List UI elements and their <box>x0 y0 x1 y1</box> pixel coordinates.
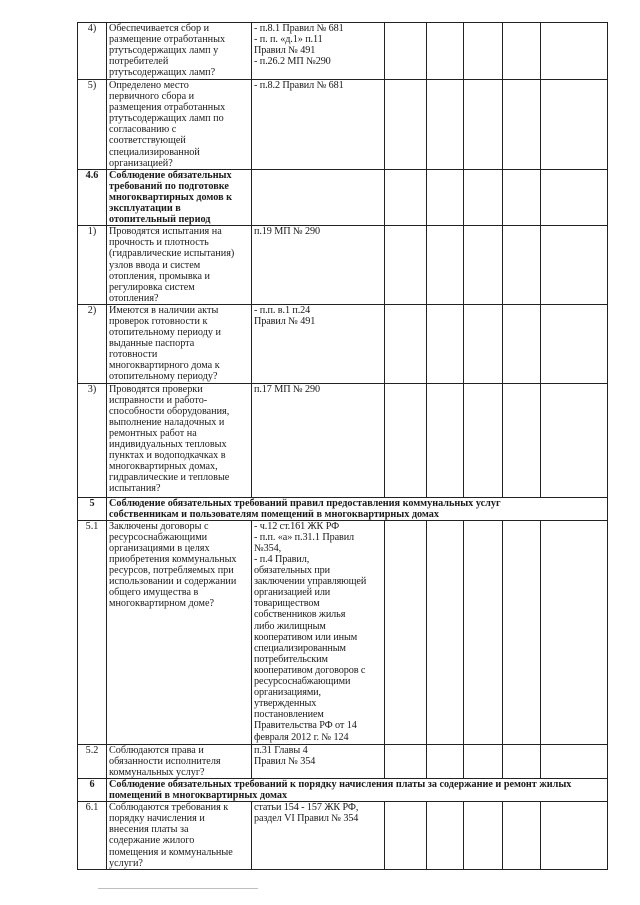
item-number: 3) <box>78 383 107 497</box>
requirement-question <box>107 744 252 778</box>
answer-cell[interactable] <box>503 520 541 744</box>
reference-line: Правил № 354 <box>254 755 316 767</box>
item-number: 2) <box>78 304 107 383</box>
requirement-line: узлов ввода и систем <box>109 259 201 271</box>
requirement-line: услуги? <box>109 857 143 869</box>
requirement-question <box>107 304 252 383</box>
reference-line: п.19 МП № 290 <box>254 226 320 238</box>
table-row <box>78 80 608 170</box>
requirement-line: требований по подготовке <box>109 180 229 192</box>
requirement-line: отопления? <box>109 292 159 304</box>
answer-cell[interactable] <box>385 383 427 497</box>
requirement-question <box>107 226 252 305</box>
reference-line: ресурсоснабжающими <box>254 676 351 688</box>
reference-line: - п. п. «д.1» п.11 <box>254 34 323 46</box>
table-row <box>78 802 608 870</box>
requirement-line: отопительный период <box>109 214 211 226</box>
answer-cell[interactable] <box>464 520 503 744</box>
reference-line: раздел VI Правил № 354 <box>254 813 359 825</box>
legal-reference <box>252 520 385 744</box>
requirement-line: Соблюдаются требования к <box>109 802 229 814</box>
requirement-line: ртутьсодержащих ламп по <box>109 113 224 125</box>
answer-cell[interactable] <box>503 802 541 870</box>
requirement-line: ресурсов, потребляемых при <box>109 565 234 577</box>
requirement-line: многоквартирного дома к <box>109 360 220 372</box>
reference-line: - п.8.2 Правил № 681 <box>254 80 344 91</box>
answer-cell[interactable] <box>427 520 464 744</box>
item-number: 4.6 <box>78 169 107 225</box>
answer-cell[interactable] <box>385 744 427 778</box>
requirement-line: выполнение наладочных и <box>109 416 225 428</box>
section-title-line: помещений в многоквартирных домах <box>109 790 288 802</box>
section-title-line: Соблюдение обязательных требований правил предоставления коммунальных услуг <box>109 497 501 509</box>
requirement-line: организацией? <box>109 157 173 169</box>
answer-cell[interactable] <box>464 383 503 497</box>
answer-cell[interactable] <box>541 383 608 497</box>
requirement-line: первичного сбора и <box>109 91 195 103</box>
item-number: 5) <box>78 80 107 170</box>
requirement-line: прочность и плотность <box>109 237 209 249</box>
reference-line: обязательных при <box>254 565 331 577</box>
reference-line: Правил № 491 <box>254 315 316 327</box>
reference-line: статьи 154 - 157 ЖК РФ, <box>254 802 359 814</box>
legal-reference <box>252 226 385 305</box>
answer-cell[interactable] <box>464 169 503 225</box>
item-number: 6.1 <box>78 802 107 870</box>
item-number: 6 <box>78 779 107 802</box>
requirement-line: специализированной <box>109 146 200 158</box>
legal-reference <box>252 80 385 170</box>
requirement-line: размещение отработанных <box>109 34 226 46</box>
legal-reference <box>252 383 385 497</box>
answer-cell[interactable] <box>541 169 608 225</box>
requirement-question <box>107 23 252 80</box>
inspection-checklist-table <box>77 22 608 870</box>
requirement-line: (гидравлические испытания) <box>109 248 235 260</box>
table-row <box>78 744 608 778</box>
legal-reference <box>252 304 385 383</box>
table-row <box>78 383 608 497</box>
legal-reference <box>252 802 385 870</box>
requirement-line: общего имущества в <box>109 587 199 599</box>
answer-cell[interactable] <box>503 304 541 383</box>
requirement-line: ртутьсодержащих ламп у <box>109 45 219 57</box>
requirement-line: согласованию с <box>109 124 177 136</box>
requirement-line: проверок готовности к <box>109 315 208 327</box>
reference-line: постановлением <box>254 709 324 721</box>
section-title-line: Соблюдение обязательных требований к порядку начисления платы за содержание и ремонт жилых <box>109 779 572 790</box>
reference-line: либо жилищным <box>254 620 326 632</box>
reference-line: кооперативом договоров с <box>254 664 366 676</box>
reference-line: организациями, <box>254 687 321 699</box>
answer-cell[interactable] <box>464 802 503 870</box>
requirement-question <box>107 169 252 225</box>
answer-cell[interactable] <box>427 226 464 305</box>
reference-line: п.17 МП № 290 <box>254 383 320 395</box>
answer-cell[interactable] <box>427 80 464 170</box>
requirement-line: Соблюдаются права и <box>109 744 204 756</box>
requirement-line: приобретения коммунальных <box>109 554 237 565</box>
requirement-line: размещения отработанных <box>109 102 226 114</box>
answer-cell[interactable] <box>464 744 503 778</box>
answer-cell[interactable] <box>541 520 608 744</box>
requirement-question <box>107 80 252 170</box>
legal-reference <box>252 23 385 80</box>
requirement-line: обязанности исполнителя <box>109 755 221 767</box>
reference-line: товариществом <box>254 598 320 610</box>
answer-cell[interactable] <box>427 304 464 383</box>
answer-cell[interactable] <box>503 226 541 305</box>
answer-cell[interactable] <box>541 80 608 170</box>
requirement-line: многоквартирном доме? <box>109 598 215 610</box>
requirement-line: использовании и содержании <box>109 576 237 588</box>
answer-cell[interactable] <box>503 744 541 778</box>
requirement-question <box>107 520 252 744</box>
requirement-line: содержание жилого <box>109 835 195 847</box>
answer-cell[interactable] <box>385 80 427 170</box>
table-row <box>78 226 608 305</box>
reference-line: организацией или <box>254 587 331 599</box>
footnote-rule <box>98 888 258 889</box>
requirement-line: порядку начисления и <box>109 813 205 825</box>
table-row <box>78 304 608 383</box>
requirement-line: готовности <box>109 349 158 361</box>
requirement-line: внесения платы за <box>109 824 189 836</box>
reference-line: - п.п. «а» п.31.1 Правил <box>254 531 355 543</box>
answer-cell[interactable] <box>464 226 503 305</box>
requirement-line: организациями в целях <box>109 542 210 554</box>
requirement-line: отопительному периоду? <box>109 371 218 383</box>
item-number: 4) <box>78 23 107 80</box>
item-number: 5.2 <box>78 744 107 778</box>
answer-cell[interactable] <box>464 80 503 170</box>
requirement-line: ртутьсодержащих ламп? <box>109 67 216 79</box>
answer-cell[interactable] <box>427 23 464 80</box>
table-row <box>78 520 608 744</box>
reference-line: специализированным <box>254 642 346 654</box>
requirement-line: пунктах и водоподкачках в <box>109 450 226 462</box>
answer-cell[interactable] <box>464 304 503 383</box>
requirement-line: отопительному периоду и <box>109 327 222 339</box>
answer-cell[interactable] <box>503 23 541 80</box>
answer-cell[interactable] <box>503 383 541 497</box>
reference-line: Правил № 491 <box>254 45 316 57</box>
reference-line: собственников жилья <box>254 609 346 621</box>
requirement-line: соответствующей <box>109 135 186 147</box>
requirement-line: Проводятся проверки <box>109 383 203 395</box>
answer-cell[interactable] <box>427 744 464 778</box>
table-row <box>78 169 608 225</box>
answer-cell[interactable] <box>427 169 464 225</box>
reference-line: потребительским <box>254 653 328 665</box>
requirement-line: коммунальных услуг? <box>109 766 205 778</box>
answer-cell[interactable] <box>541 802 608 870</box>
answer-cell[interactable] <box>541 226 608 305</box>
reference-line: №354, <box>254 542 282 554</box>
answer-cell[interactable] <box>541 744 608 778</box>
reference-line: февраля 2012 г. № 124 <box>254 731 349 743</box>
requirement-line: выданные паспорта <box>109 338 195 350</box>
requirement-line: Обеспечивается сбор и <box>109 23 210 34</box>
answer-cell[interactable] <box>503 80 541 170</box>
answer-cell[interactable] <box>385 23 427 80</box>
requirement-line: многоквартирных домов к <box>109 191 232 203</box>
requirement-line: гидравлические и тепловые <box>109 472 230 484</box>
legal-reference <box>252 169 385 225</box>
requirement-line: ремонтных работ на <box>109 427 197 439</box>
answer-cell[interactable] <box>385 520 427 744</box>
section-title-line: собственникам и пользователям помещений в многоквартирных домах <box>109 508 439 520</box>
legal-reference <box>252 744 385 778</box>
reference-line: - п.п. в.1 п.24 <box>254 304 311 316</box>
reference-line: - ч.12 ст.161 ЖК РФ <box>254 520 340 532</box>
requirement-question <box>107 802 252 870</box>
reference-line: кооперативом или иным <box>254 631 358 643</box>
section-header-row <box>78 779 608 802</box>
answer-cell[interactable] <box>385 802 427 870</box>
requirement-line: ресурсоснабжающими <box>109 531 208 543</box>
requirement-question <box>107 383 252 497</box>
requirement-line: испытания? <box>109 483 161 495</box>
answer-cell[interactable] <box>541 23 608 80</box>
reference-line: - п.8.1 Правил № 681 <box>254 23 344 34</box>
answer-cell[interactable] <box>427 383 464 497</box>
answer-cell[interactable] <box>464 23 503 80</box>
requirement-line: отопления, промывка и <box>109 270 210 282</box>
section-header-row <box>78 497 608 520</box>
answer-cell[interactable] <box>427 802 464 870</box>
requirement-line: Заключены договоры с <box>109 520 209 532</box>
requirement-line: Определено место <box>109 80 189 91</box>
requirement-line: Проводятся испытания на <box>109 226 222 238</box>
section-title <box>107 779 608 802</box>
reference-line: - п.4 Правил, <box>254 554 310 565</box>
requirement-line: потребителей <box>109 56 169 68</box>
answer-cell[interactable] <box>503 169 541 225</box>
reference-line: п.31 Главы 4 <box>254 744 308 756</box>
item-number: 1) <box>78 226 107 305</box>
requirement-line: многоквартирных домах, <box>109 461 218 473</box>
reference-line: - п.26.2 МП №290 <box>254 56 331 68</box>
requirement-line: индивидуальных тепловых <box>109 439 227 450</box>
item-number: 5 <box>78 497 107 520</box>
answer-cell[interactable] <box>541 304 608 383</box>
requirement-line: помещения и коммунальные <box>109 846 233 858</box>
answer-cell[interactable] <box>385 226 427 305</box>
answer-cell[interactable] <box>385 169 427 225</box>
reference-line: утвержденных <box>254 698 317 710</box>
requirement-line: Имеются в наличии акты <box>109 304 219 316</box>
requirement-line: Соблюдение обязательных <box>109 169 232 181</box>
requirement-line: способности оборудования, <box>109 405 230 417</box>
section-title <box>107 497 608 520</box>
requirement-line: исправности и работо- <box>109 394 208 406</box>
requirement-line: эксплуатации в <box>109 203 181 215</box>
reference-line: Правительства РФ от 14 <box>254 720 357 732</box>
table-row <box>78 23 608 80</box>
requirement-line: регулировка систем <box>109 281 195 293</box>
answer-cell[interactable] <box>385 304 427 383</box>
item-number: 5.1 <box>78 520 107 744</box>
reference-line: заключении управляющей <box>254 576 367 588</box>
